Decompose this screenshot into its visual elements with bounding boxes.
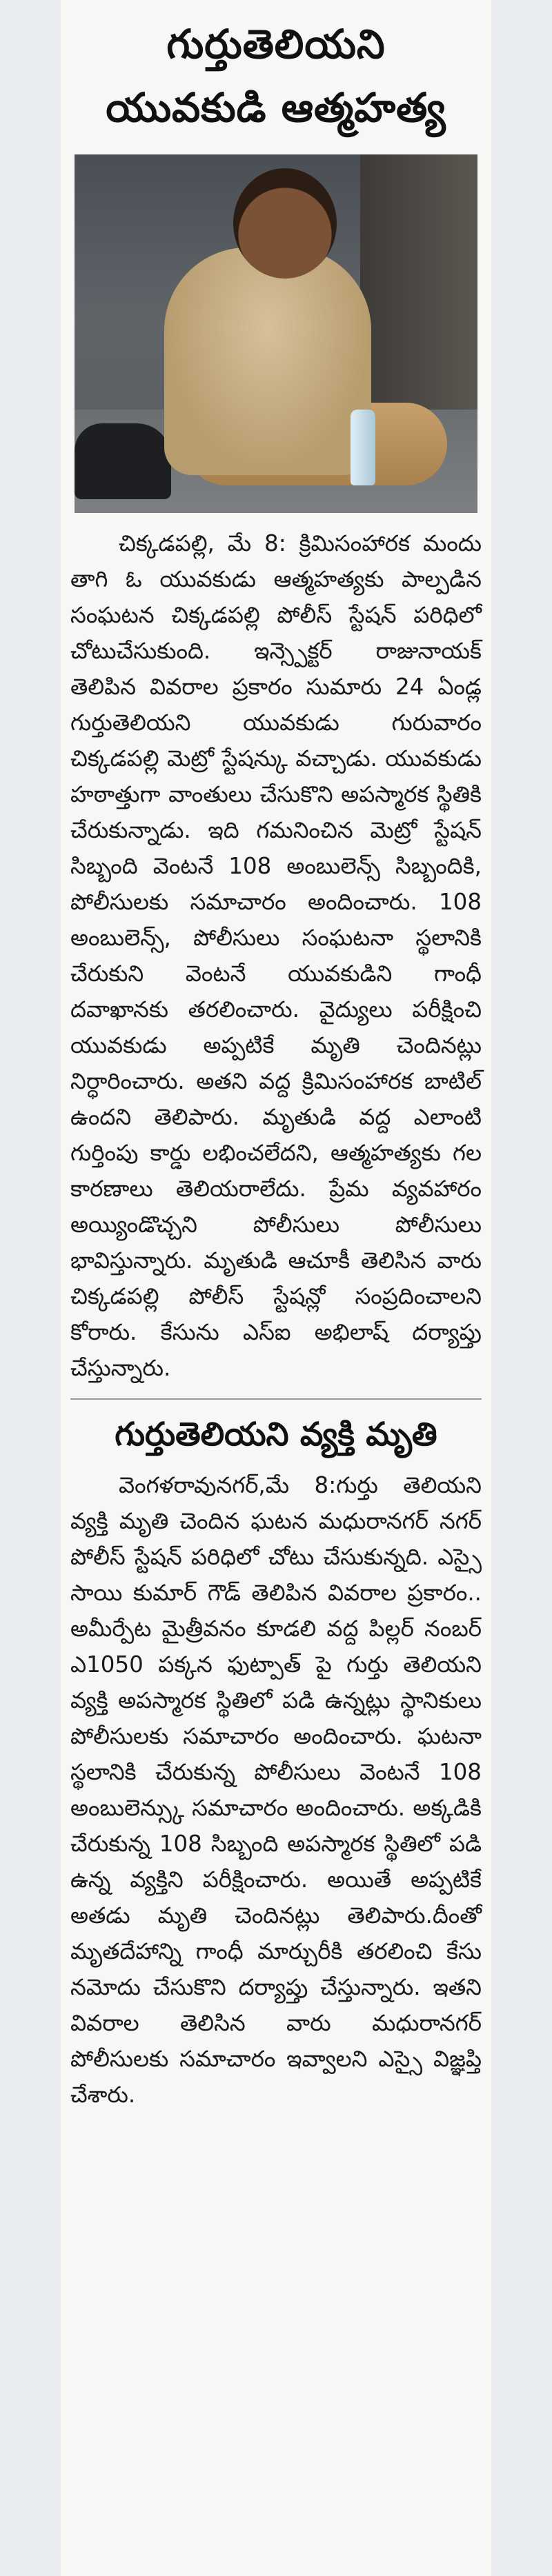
section-divider — [70, 1398, 482, 1400]
article-paragraph-2: వెంగళరావునగర్,మే 8:గుర్తు తెలియని వ్యక్తి మృతి చెందిన ఘటన మధురానగర్ నగర్ పోలీస్ స్టేషన్ పరిధిలో చోటు చేసుకున్నది. ఎస్సై సాయి కుమార్ గౌడ్ తెలిపిన వివరాల ప్రకారం.. అమీర్పేట మైత్రీవనం కూడలి వద్ద పిల్లర్ నంబర్ ఎ1050 పక్కన ఫుట్పాత్ పై గుర్తు తెలియని వ్యక్తి అపస్మారక స్థితిలో పడి ఉన్నట్లు స్థానికులు పోలీసులకు సమాచారం అందించారు. ఘటనా స్థలానికి చేరుకున్న పోలీసులు వెంటనే 108 అంబులెన్స్కు సమాచారం అందించారు. అక్కడికి చేరుకున్న 108 సిబ్బంది అపస్మారక స్థితిలో పడి ఉన్న వ్యక్తిని పరీక్షించారు. అయితే అప్పటికే అతడు మృతి చెందినట్లు తెలిపారు.దీంతో మృతదేహాన్ని గాంధీ మార్చురీకి తరలించి కేసు నమోదు చేసుకొని దర్యాప్తు చేస్తున్నారు. ఇతని వివరాల తెలిసిన వారు మధురానగర్ పోలీసులకు సమాచారం ఇవ్వాలని ఎస్సై విజ్ఞప్తి చేశారు. — [70, 1472, 482, 2108]
photo-bag — [75, 423, 171, 499]
article-body-2 — [70, 1467, 482, 2113]
headline-line-1: గుర్తుతెలియని — [166, 21, 386, 68]
news-photo — [75, 154, 477, 513]
newspaper-clipping — [61, 0, 491, 2576]
headline-line-2: యువకుడి ఆత్మహత్య — [106, 84, 446, 131]
article-body-1 — [70, 525, 482, 1386]
subheadline: గుర్తుతెలియని వ్యక్తి మృతి — [115, 1416, 437, 1453]
photo-person-body — [164, 248, 371, 475]
article-paragraph-1: చిక్కడపల్లి, మే 8: క్రిమిసంహారక మందు తాగి ఓ యువకుడు ఆత్మహత్యకు పాల్పడిన సంఘటన చిక్కడపల్లి పోలీస్ స్టేషన్ పరిధిలో చోటుచేసుకుంది. ఇన్స్పెక్టర్ రాజునాయక్ తెలిపిన వివరాల ప్రకారం సుమారు 24 ఏండ్ల గుర్తుతెలియని యువకుడు గురువారం చిక్కడపల్లి మెట్రో స్టేషన్కు వచ్చాడు. యువకుడు హఠాత్తుగా వాంతులు చేసుకొని అపస్మారక స్థితికి చేరుకున్నాడు. ఇది గమనించిన మెట్రో స్టేషన్ సిబ్బంది వెంటనే 108 అంబులెన్స్ సిబ్బందికి, పోలీసులకు సమాచారం అందించారు. 108 అంబులెన్స్, పోలీసులు సంఘటనా స్థలానికి చేరుకుని వెంటనే యువకుడిని గాంధీ దవాఖానకు తరలించారు. వైద్యులు పరీక్షించి యువకుడు అప్పటికే మృతి చెందినట్లు నిర్ధారించారు. అతని వద్ద క్రిమిసంహారక బాటిల్ ఉందని తెలిపారు. మృతుడి వద్ద ఎలాంటి గుర్తింపు కార్డు లభించలేదని, ఆత్మహత్యకు గల కారణాలు తెలియరాలేదు. ప్రేమ వ్యవహారం అయ్యిండొచ్చని పోలీసులు పోలీసులు భావిస్తున్నారు. మృతుడి ఆచూకీ తెలిసిన వారు చిక్కడపల్లి పోలీస్ స్టేషన్లో సంప్రదించాలని కోరారు. కేసును ఎస్ఐ అభిలాష్ దర్యాప్తు చేస్తున్నారు. — [70, 530, 482, 1381]
photo-person-head — [233, 168, 337, 279]
photo-bottle — [351, 410, 375, 485]
